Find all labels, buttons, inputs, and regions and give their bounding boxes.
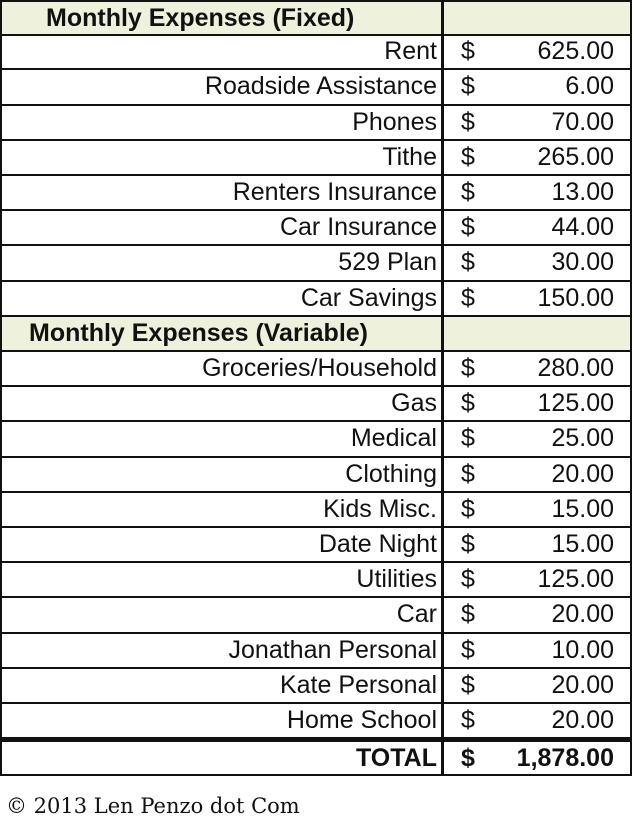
amount-cell — [444, 387, 630, 420]
currency-symbol: $ — [461, 107, 475, 136]
expense-amount: 13.00 — [551, 178, 614, 206]
expense-label: Car — [2, 598, 444, 631]
expense-amount: 20.00 — [551, 600, 614, 629]
table-row — [0, 704, 632, 739]
expense-amount: 10.00 — [551, 635, 614, 664]
currency-symbol: $ — [461, 670, 475, 699]
expense-amount: 280.00 — [537, 354, 614, 382]
amount-cell — [444, 422, 630, 455]
expense-label: 529 Plan — [2, 246, 444, 279]
amount-cell — [444, 211, 630, 244]
table-row — [0, 563, 632, 598]
amount-cell — [444, 563, 630, 596]
expense-label: Home School — [2, 704, 444, 737]
total-label: TOTAL — [2, 742, 444, 774]
expense-amount: 20.00 — [551, 670, 614, 699]
currency-symbol: $ — [461, 494, 475, 523]
currency-symbol: $ — [461, 459, 475, 488]
amount-cell — [444, 70, 630, 103]
amount-cell — [444, 704, 630, 737]
table-row — [0, 282, 632, 317]
table-row — [0, 387, 632, 422]
total-amount: 1,878.00 — [516, 744, 614, 773]
expense-amount: 625.00 — [537, 37, 614, 66]
expense-label: Renters Insurance — [2, 176, 444, 209]
expense-label: Kids Misc. — [2, 493, 444, 526]
table-row — [0, 669, 632, 704]
total-row — [0, 739, 632, 776]
amount-cell — [444, 458, 630, 491]
expense-amount: 44.00 — [551, 213, 614, 242]
amount-cell — [444, 35, 630, 68]
expense-label: Car Savings — [2, 282, 444, 315]
section-header: Monthly Expenses (Variable) — [2, 317, 444, 350]
header-amount-cell — [444, 2, 630, 34]
table-row — [0, 458, 632, 493]
amount-cell — [444, 528, 630, 561]
table-row — [0, 493, 632, 528]
table-row — [0, 246, 632, 281]
currency-symbol: $ — [461, 354, 475, 382]
expense-amount: 15.00 — [551, 494, 614, 523]
currency-symbol: $ — [461, 744, 475, 773]
expense-amount: 125.00 — [537, 389, 614, 418]
expense-amount: 30.00 — [551, 248, 614, 277]
table-row — [0, 35, 632, 70]
expense-label: Tithe — [2, 141, 444, 174]
currency-symbol: $ — [461, 213, 475, 242]
table-row — [0, 352, 632, 387]
amount-cell — [444, 106, 630, 139]
amount-cell — [444, 742, 630, 774]
currency-symbol: $ — [461, 283, 475, 312]
amount-cell — [444, 352, 630, 385]
expense-label: Date Night — [2, 528, 444, 561]
currency-symbol: $ — [461, 565, 475, 594]
table-row — [0, 422, 632, 457]
expense-label: Phones — [2, 106, 444, 139]
expense-label: Utilities — [2, 563, 444, 596]
currency-symbol: $ — [461, 389, 475, 418]
section-header-row — [0, 0, 632, 36]
expense-label: Rent — [2, 35, 444, 68]
amount-cell — [444, 634, 630, 667]
expense-label: Jonathan Personal — [2, 634, 444, 667]
table-row — [0, 176, 632, 211]
currency-symbol: $ — [461, 635, 475, 664]
header-amount-cell — [444, 317, 630, 350]
expense-label: Car Insurance — [2, 211, 444, 244]
table-row — [0, 598, 632, 633]
amount-cell — [444, 282, 630, 315]
expense-label: Groceries/Household — [2, 352, 444, 385]
currency-symbol: $ — [461, 706, 475, 734]
currency-symbol: $ — [461, 178, 475, 206]
expense-amount: 265.00 — [537, 142, 614, 171]
expense-amount: 25.00 — [551, 424, 614, 453]
copyright-footer: © 2013 Len Penzo dot Com — [6, 794, 300, 818]
amount-cell — [444, 246, 630, 279]
expense-amount: 70.00 — [551, 107, 614, 136]
currency-symbol: $ — [461, 142, 475, 171]
table-row — [0, 106, 632, 141]
table-row — [0, 70, 632, 105]
table-row — [0, 528, 632, 563]
currency-symbol: $ — [461, 424, 475, 453]
expense-label: Clothing — [2, 458, 444, 491]
expense-label: Kate Personal — [2, 669, 444, 702]
currency-symbol: $ — [461, 37, 475, 66]
expense-amount: 125.00 — [537, 565, 614, 594]
currency-symbol: $ — [461, 600, 475, 629]
table-row — [0, 141, 632, 176]
section-header: Monthly Expenses (Fixed) — [2, 2, 444, 34]
currency-symbol: $ — [461, 248, 475, 277]
expense-label: Gas — [2, 387, 444, 420]
expense-amount: 6.00 — [565, 72, 614, 101]
currency-symbol: $ — [461, 72, 475, 101]
expense-label: Medical — [2, 422, 444, 455]
amount-cell — [444, 141, 630, 174]
section-header-row — [0, 317, 632, 352]
amount-cell — [444, 669, 630, 702]
table-row — [0, 211, 632, 246]
expense-amount: 20.00 — [551, 459, 614, 488]
expense-amount: 20.00 — [551, 706, 614, 734]
table-row — [0, 634, 632, 669]
amount-cell — [444, 493, 630, 526]
amount-cell — [444, 176, 630, 209]
amount-cell — [444, 598, 630, 631]
expense-amount: 15.00 — [551, 530, 614, 558]
expense-label: Roadside Assistance — [2, 70, 444, 103]
expense-amount: 150.00 — [537, 283, 614, 312]
currency-symbol: $ — [461, 530, 475, 558]
